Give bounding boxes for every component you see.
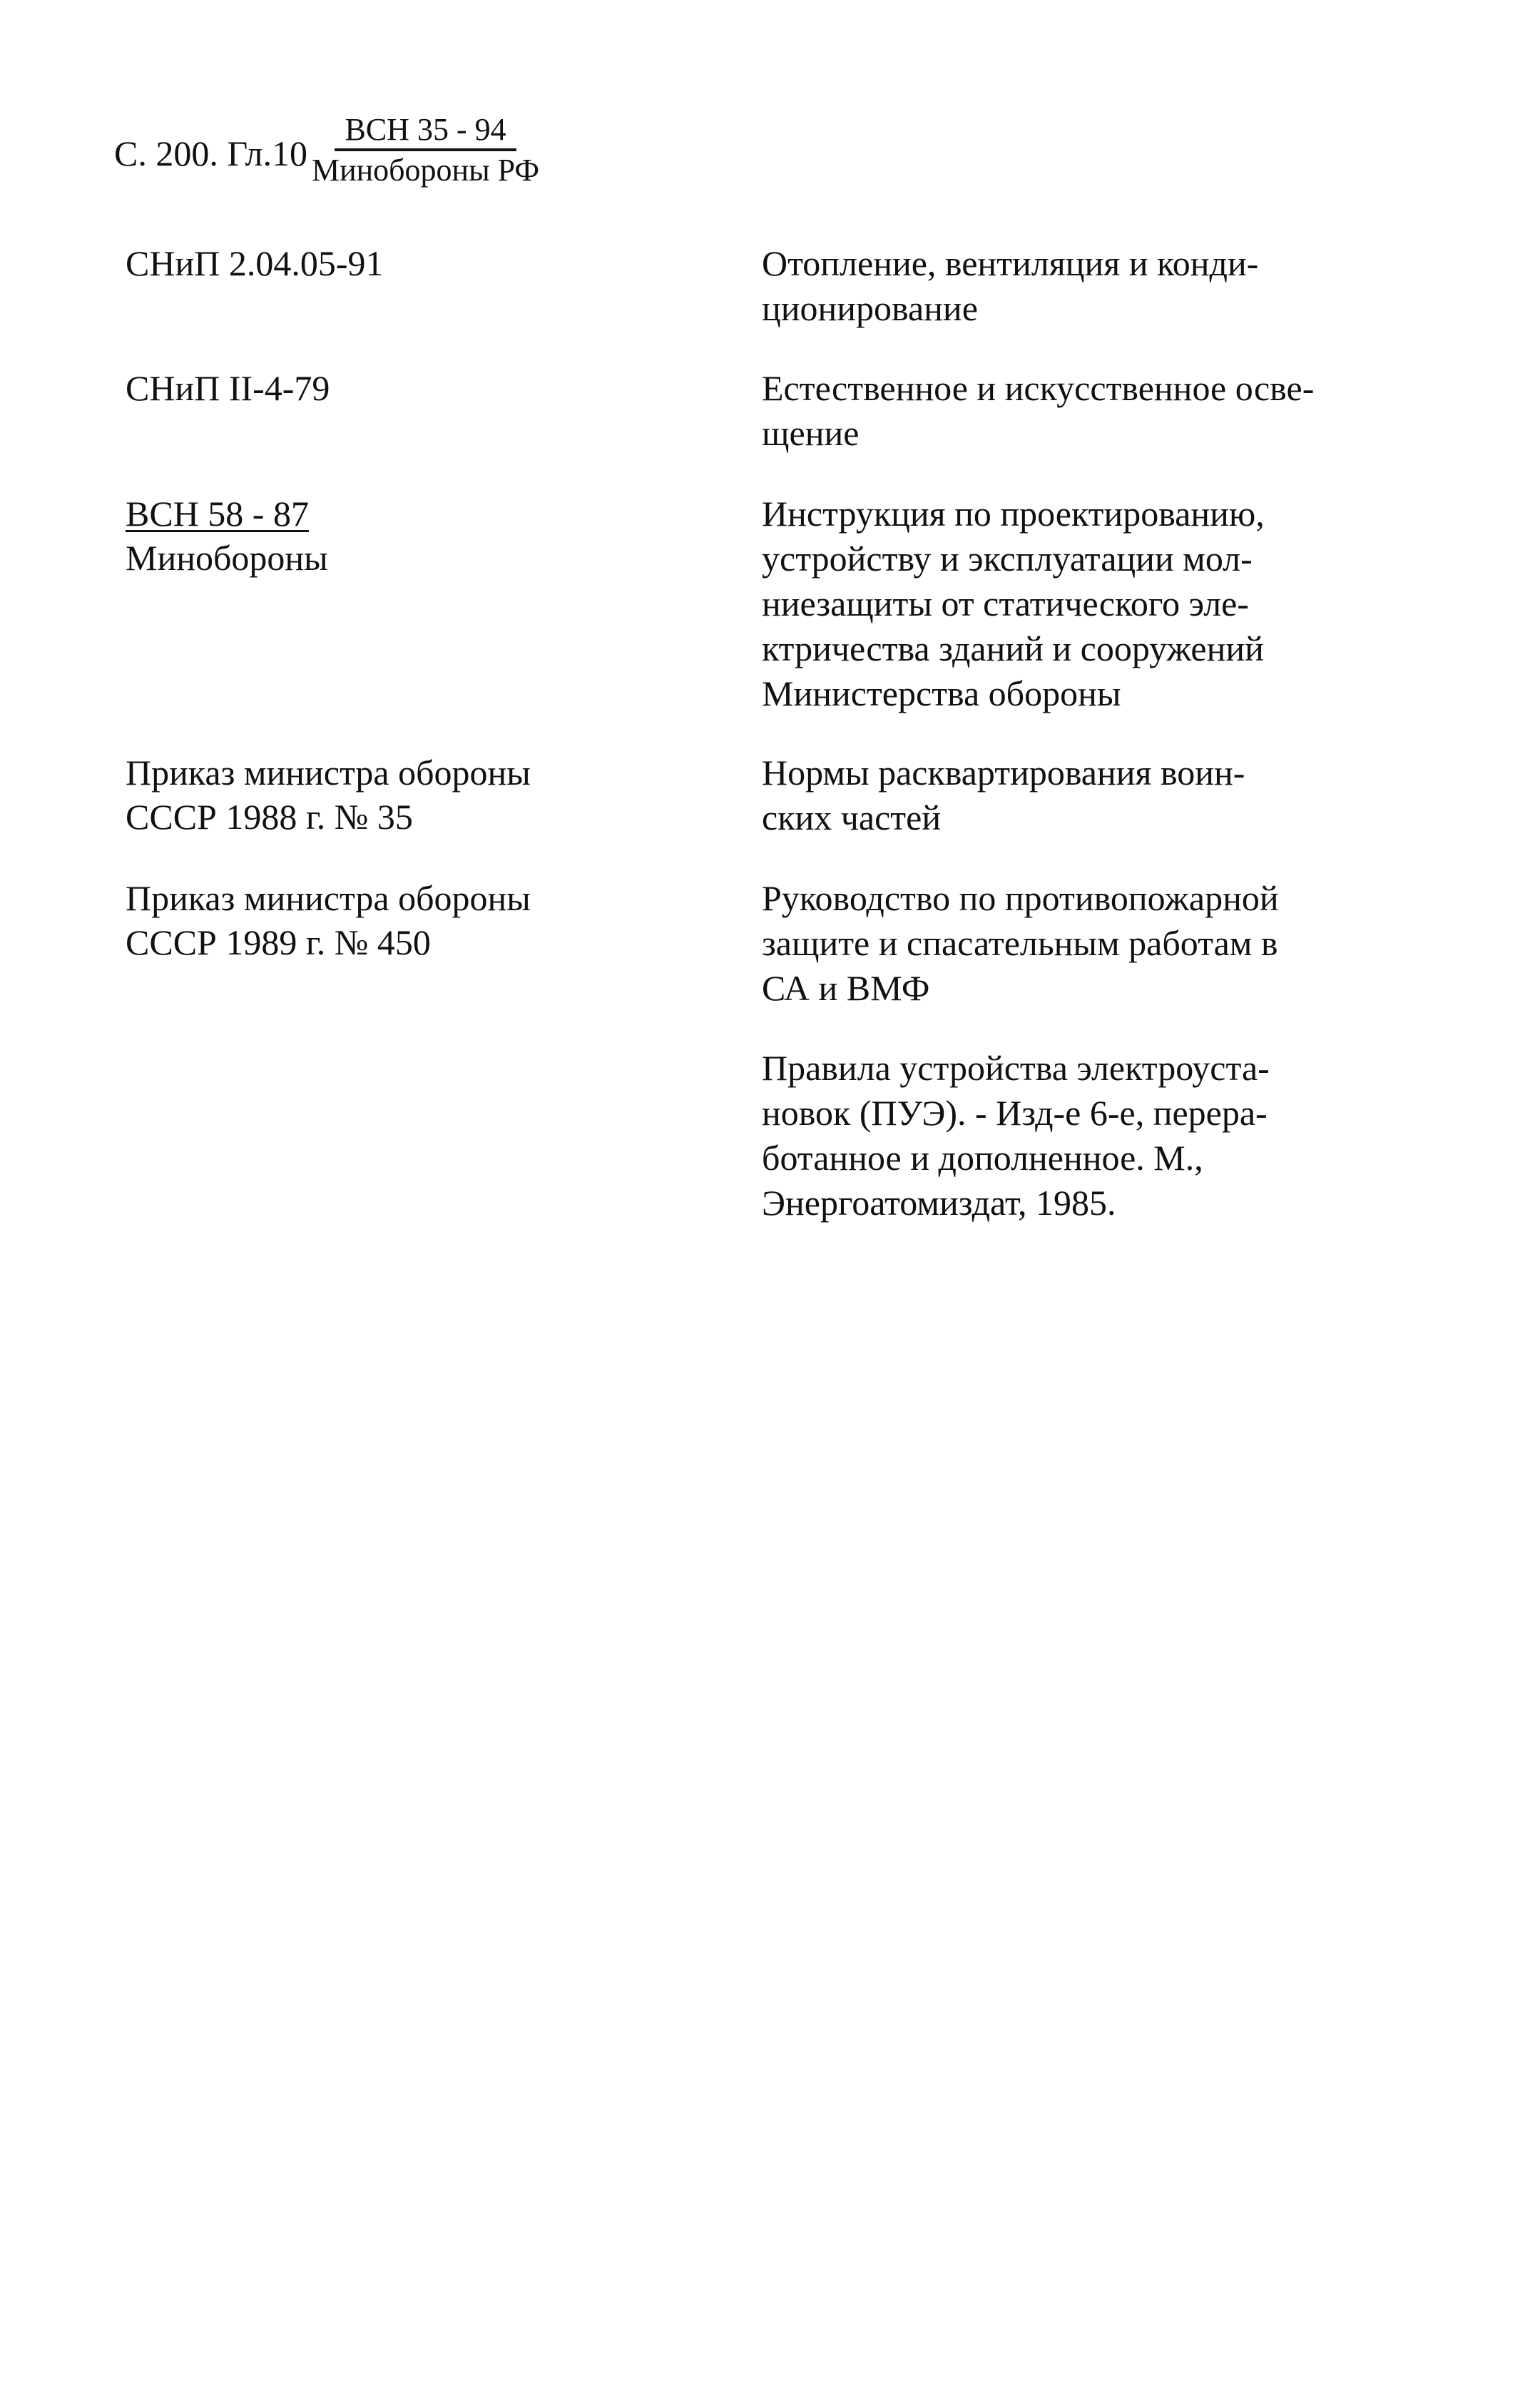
reference-title-line: ских частей [762, 798, 942, 837]
reference-code-line: СНиП II-4-79 [126, 368, 330, 408]
reference-title-line: Отопление, вентиляция и конди- [762, 243, 1259, 283]
reference-title [762, 366, 1418, 456]
header-code-bottom: Минобороны РФ [311, 153, 540, 188]
reference-title-line: Министерства обороны [762, 673, 1121, 713]
page-header [114, 107, 539, 200]
header-code-top: ВСН 35 - 94 [335, 111, 516, 151]
reference-title [762, 876, 1418, 1011]
reference-title-line: ботанное и дополненное. М., [762, 1138, 1203, 1178]
reference-code-line: СССР 1989 г. № 450 [126, 922, 431, 962]
header-page-chapter: С. 200. Гл.10 [114, 133, 307, 173]
reference-title-line: щение [762, 413, 860, 453]
reference-code-line: СНиП 2.04.05-91 [126, 243, 384, 283]
reference-code [126, 876, 682, 964]
reference-title-line: ниезащиты от статического эле- [762, 584, 1249, 623]
reference-code-line: СССР 1988 г. № 35 [126, 797, 413, 837]
reference-title-line: Правила устройства электроуста- [762, 1048, 1270, 1088]
reference-title-line: СА и ВМФ [762, 968, 930, 1008]
header-document-code [312, 111, 539, 190]
reference-title-line: Энергоатомиздат, 1985. [762, 1183, 1116, 1223]
reference-title-line: Инструкция по проектированию, [762, 494, 1265, 534]
reference-code-line: Приказ министра обороны [126, 878, 531, 918]
reference-title-line: новок (ПУЭ). - Изд-е 6-е, перера- [762, 1093, 1268, 1133]
reference-title [762, 241, 1418, 331]
reference-title-line: устройству и эксплуатации мол- [762, 539, 1253, 579]
reference-code-line: Приказ министра обороны [126, 753, 531, 793]
reference-title [762, 491, 1418, 716]
reference-code [126, 750, 682, 839]
reference-title-line: Руководство по противопожарной [762, 878, 1279, 918]
reference-code-line: ВСН 58 - 87 [126, 494, 309, 534]
reference-title-line: ктричества зданий и сооружений [762, 628, 1264, 668]
reference-title-line: Нормы расквартирования воин- [762, 753, 1245, 793]
reference-code-line: Минобороны [126, 538, 328, 578]
reference-title [762, 750, 1418, 840]
reference-code [126, 366, 682, 410]
reference-title-line: Естественное и искусственное осве- [762, 368, 1315, 408]
reference-title-line: ционирование [762, 288, 978, 328]
reference-code [126, 491, 682, 580]
reference-title [762, 1046, 1418, 1226]
reference-code [126, 241, 682, 285]
reference-title-line: защите и спасательным работам в [762, 923, 1278, 963]
